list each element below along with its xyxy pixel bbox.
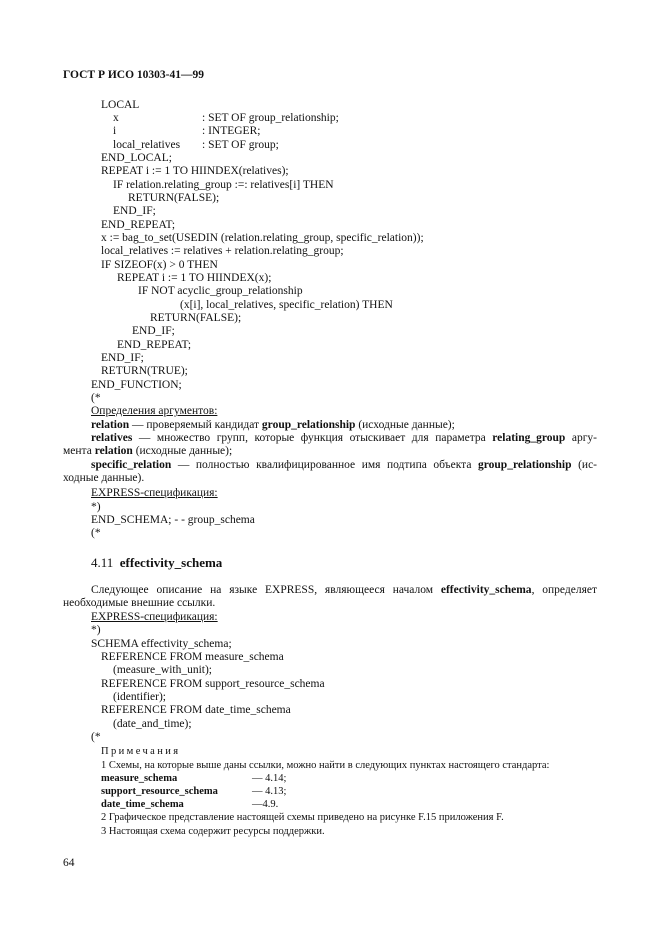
code-line: (identifier);: [113, 691, 167, 703]
arg-text: (исходные данные);: [355, 419, 455, 431]
code-line: (measure_with_unit);: [113, 664, 213, 676]
code-line: (*: [91, 527, 101, 539]
code-line: x := bag_to_set(USEDIN (relation.relating_group, specific_relation));: [101, 232, 424, 244]
notes-title: Примечания: [101, 746, 181, 757]
code-line: x: [113, 112, 119, 124]
arg-bold: relating_group: [492, 432, 566, 444]
code-line: REFERENCE FROM date_time_schema: [101, 704, 291, 716]
argument-relatives-cont: [63, 445, 232, 458]
code-line: RETURN(FALSE);: [150, 312, 242, 324]
code-line: IF relation.relating_group :=: relatives[i] THEN: [113, 179, 334, 191]
code-line: i: [113, 125, 117, 137]
code-line: (*: [91, 731, 101, 743]
argument-specific-cont: ходные данные).: [63, 472, 145, 484]
section-intro: [91, 584, 597, 597]
code-line: RETURN(FALSE);: [128, 192, 220, 204]
code-line: END_LOCAL;: [101, 152, 172, 164]
express-spec-title: EXPRESS-спецификация:: [91, 487, 218, 499]
code-line: : INTEGER;: [202, 125, 261, 137]
code-line: REFERENCE FROM measure_schema: [101, 651, 284, 663]
express-spec-title: EXPRESS-спецификация:: [91, 611, 218, 623]
code-line: SCHEMA effectivity_schema;: [91, 638, 232, 650]
document-header: ГОСТ Р ИСО 10303-41—99: [63, 69, 205, 81]
code-line: IF SIZEOF(x) > 0 THEN: [101, 259, 218, 271]
note-ref-name: measure_schema: [101, 773, 178, 784]
code-line: END_REPEAT;: [101, 219, 176, 231]
code-line: END_REPEAT;: [117, 339, 192, 351]
code-line: : SET OF group_relationship;: [202, 112, 339, 124]
arg-text: (ис-: [571, 459, 597, 471]
section-title: effectivity_schema: [119, 555, 223, 570]
code-line: REPEAT i := 1 TO HIINDEX(x);: [117, 272, 272, 284]
code-line: (x[i], local_relatives, specific_relation) THEN: [180, 299, 393, 311]
note-ref-name: date_time_schema: [101, 799, 184, 810]
arg-text: мента: [63, 445, 95, 457]
note-3: 3 Настоящая схема содержит ресурсы поддержки.: [101, 826, 325, 837]
code-line: RETURN(TRUE);: [101, 365, 188, 377]
arg-bold: group_relationship: [478, 459, 572, 471]
code-line: (*: [91, 392, 101, 404]
argument-relatives: [91, 432, 597, 445]
code-line: IF NOT acyclic_group_relationship: [138, 285, 303, 297]
arg-text: — проверяемый кандидат: [129, 419, 262, 431]
arg-term: relatives: [91, 432, 133, 444]
code-line: END_IF;: [113, 205, 156, 217]
arg-text: (исходные данные);: [132, 445, 233, 457]
section-heading: [91, 556, 222, 569]
arg-text: — полностью квалифицированное имя подтипа объекта: [171, 459, 478, 471]
page-number: 64: [63, 857, 75, 869]
arg-bold: relation: [94, 445, 133, 457]
arg-text: аргу-: [565, 432, 597, 444]
note-ref-clause: — 4.13;: [252, 786, 287, 797]
code-line: END_FUNCTION;: [91, 379, 182, 391]
intro-text: , определяет: [531, 584, 597, 596]
code-line: local_relatives := relatives + relation.relating_group;: [101, 245, 344, 257]
code-line: REFERENCE FROM support_resource_schema: [101, 678, 325, 690]
argument-specific-relation: [91, 459, 597, 472]
intro-bold: effectivity_schema: [440, 584, 532, 596]
code-line: END_SCHEMA; - - group_schema: [91, 514, 255, 526]
arg-bold: group_relationship: [261, 419, 356, 431]
note-2: 2 Графическое представление настоящей схемы приведено на рисунке F.15 приложения F.: [101, 812, 504, 823]
arg-text: — множество групп, которые функция отыскивает для параметра: [132, 432, 493, 444]
note-ref-clause: —4.9.: [252, 799, 279, 810]
code-line: END_IF;: [101, 352, 144, 364]
code-line: *): [91, 624, 101, 636]
intro-text: Следующее описание на языке EXPRESS, являющееся началом: [91, 584, 441, 596]
code-line: (date_and_time);: [113, 718, 192, 730]
code-line: END_IF;: [132, 325, 175, 337]
arg-term: specific_relation: [91, 459, 172, 471]
note-ref-name: support_resource_schema: [101, 786, 218, 797]
note-ref-clause: — 4.14;: [252, 773, 287, 784]
code-line: : SET OF group;: [202, 139, 279, 151]
code-line: local_relatives: [113, 139, 181, 151]
argument-relation: [91, 419, 455, 432]
code-line: LOCAL: [101, 99, 140, 111]
code-line: *): [91, 501, 101, 513]
note-1: 1 Схемы, на которые выше даны ссылки, можно найти в следующих пунктах настоящего стандарта:: [101, 760, 550, 771]
arguments-title: Определения аргументов:: [91, 405, 218, 417]
arg-term: relation: [91, 419, 130, 431]
section-intro-cont: необходимые внешние ссылки.: [63, 597, 216, 609]
code-line: REPEAT i := 1 TO HIINDEX(relatives);: [101, 165, 289, 177]
section-number: 4.11: [91, 555, 114, 570]
